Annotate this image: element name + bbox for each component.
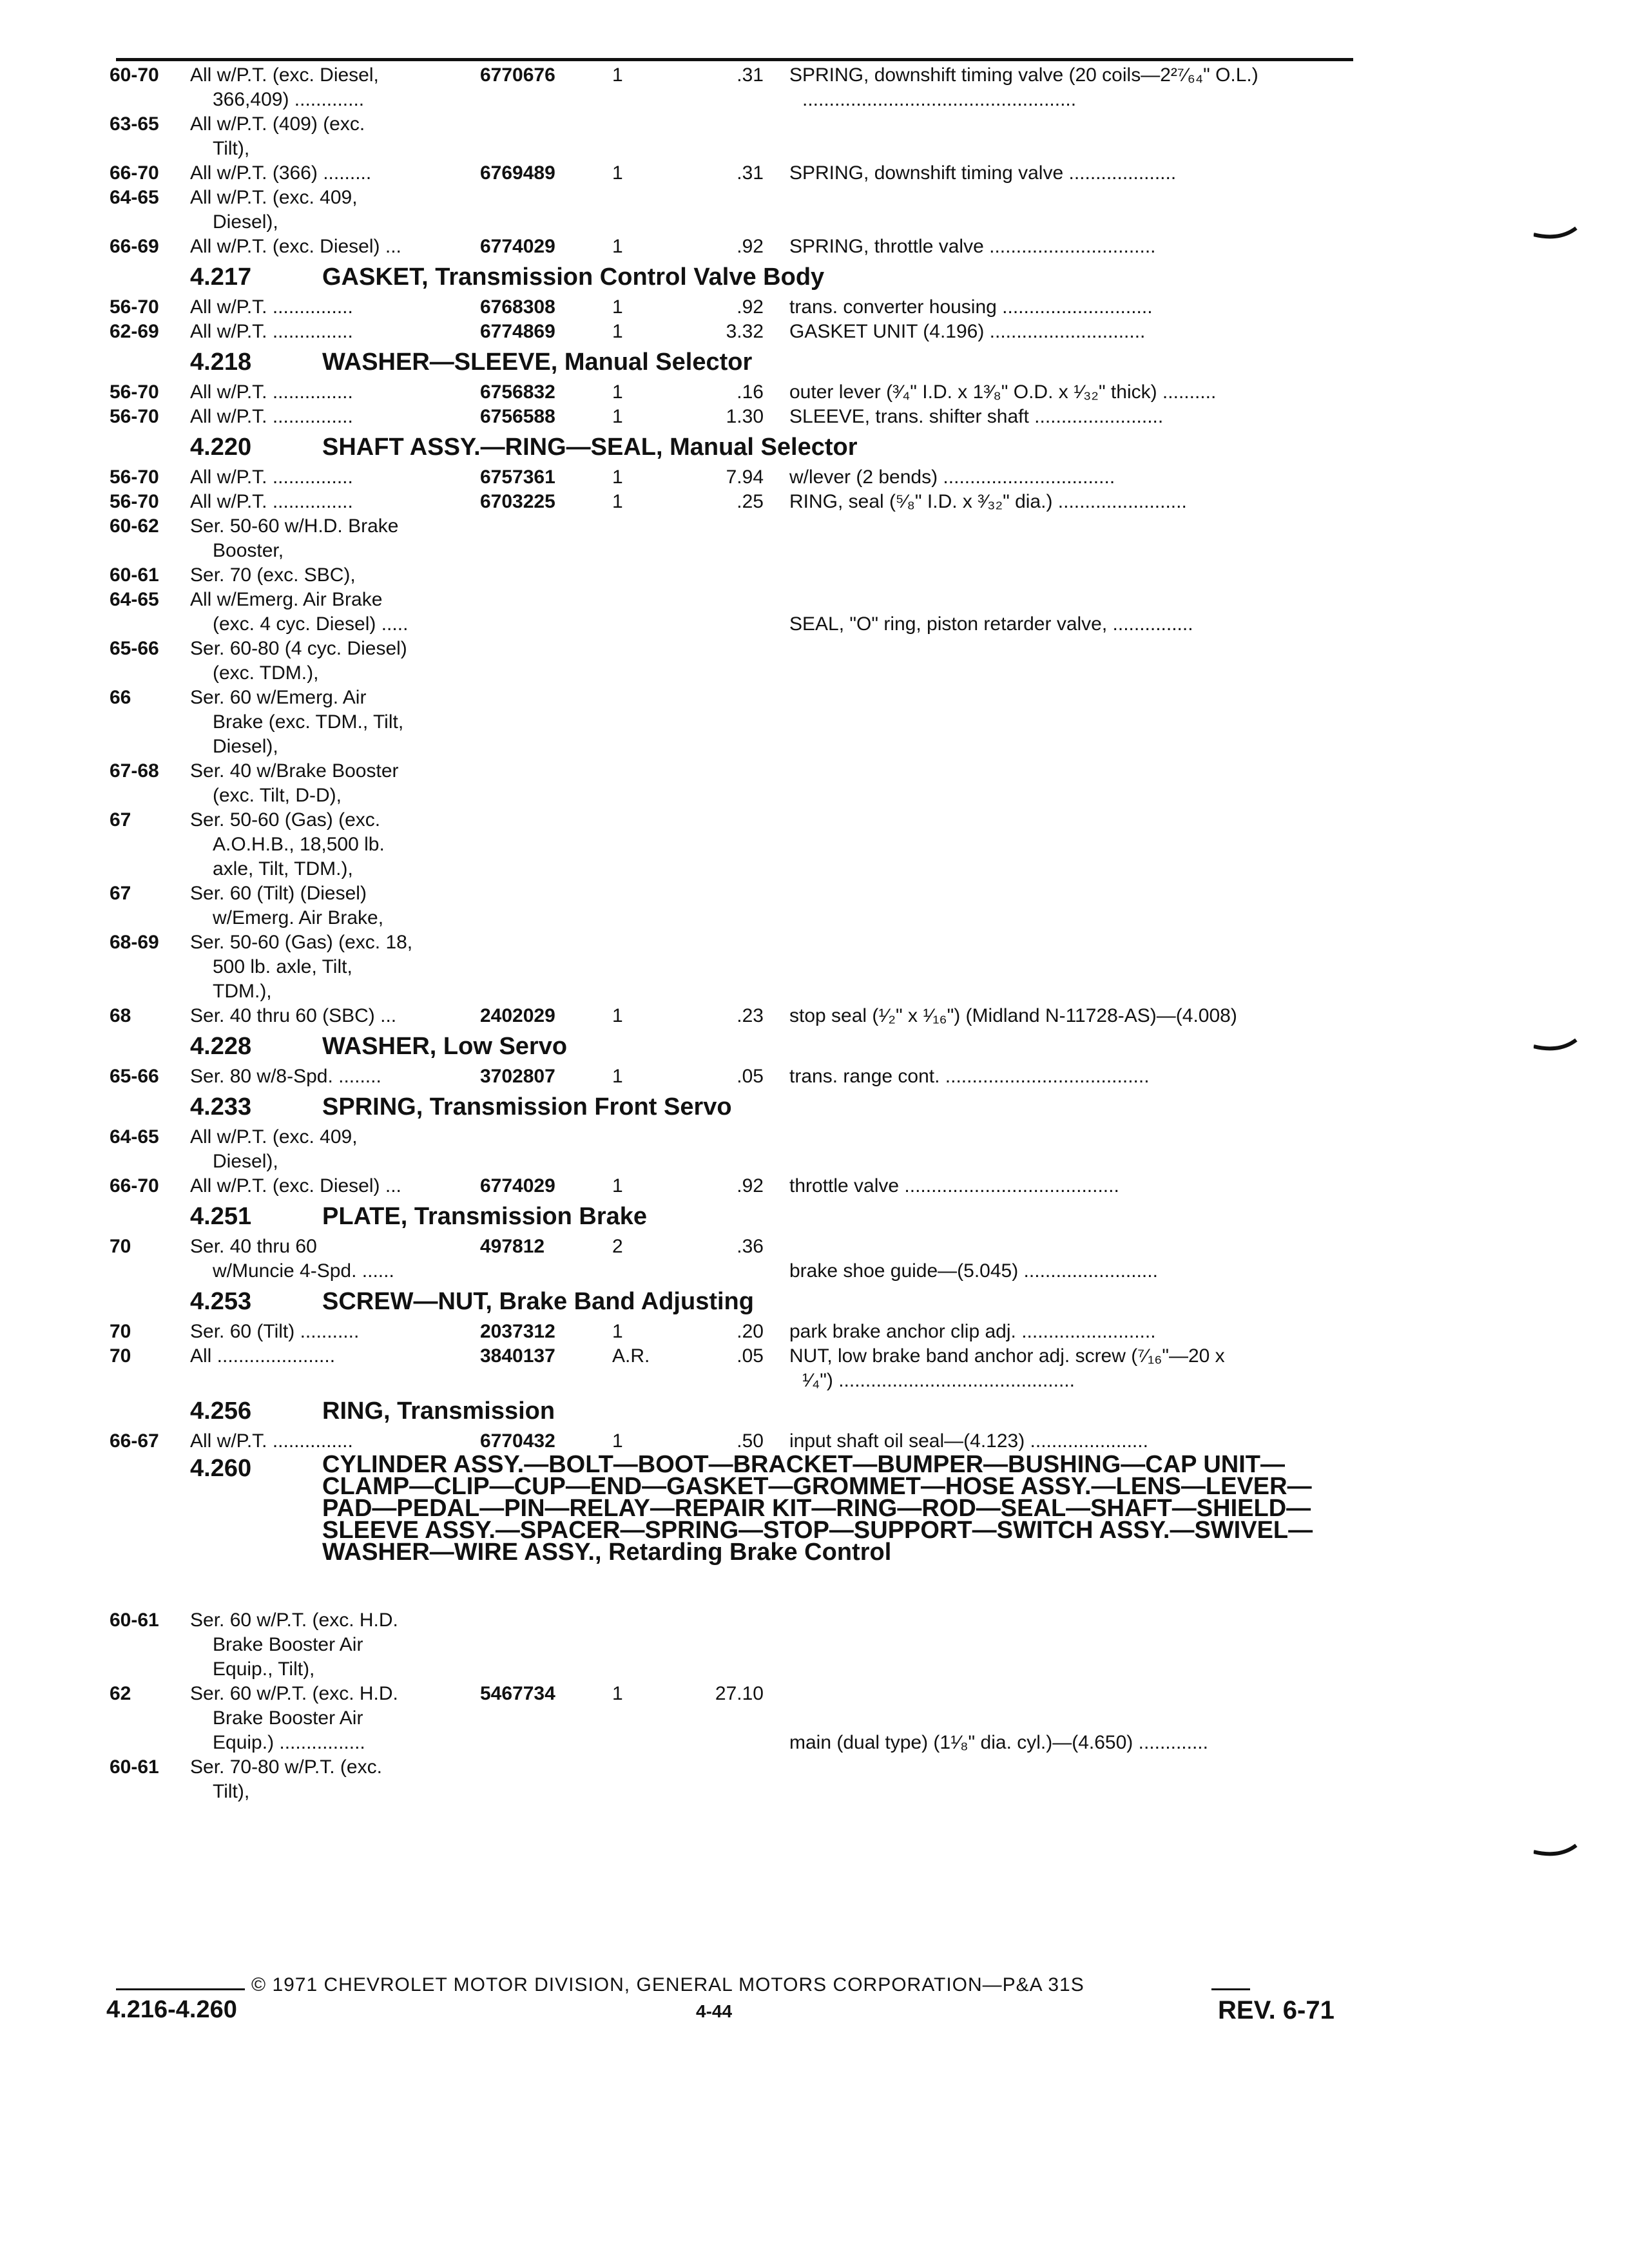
model-years: 65-66 bbox=[110, 1066, 159, 1087]
section-title: PLATE, Transmission Brake bbox=[322, 1203, 648, 1230]
catalog-row bbox=[103, 661, 1360, 686]
catalog-row bbox=[103, 588, 1360, 612]
model-years: 66 bbox=[110, 687, 131, 708]
description: park brake anchor clip adj. ......................... bbox=[789, 1321, 1156, 1342]
application: Ser. 40 thru 60 (SBC) ... bbox=[190, 1005, 397, 1026]
description: ................................................... bbox=[802, 89, 1077, 110]
application: Ser. 50-60 w/H.D. Brake bbox=[190, 515, 399, 537]
part-number: 2402029 bbox=[480, 1005, 555, 1026]
catalog-row bbox=[103, 1755, 1360, 1780]
description: SPRING, downshift timing valve (20 coils—2²⁷⁄₆₄" O.L.) bbox=[789, 64, 1258, 86]
catalog-row bbox=[103, 235, 1360, 259]
catalog-row bbox=[103, 210, 1360, 235]
page-number: 4-44 bbox=[696, 2001, 733, 2021]
application: Brake Booster Air bbox=[213, 1707, 363, 1729]
catalog-row bbox=[103, 161, 1360, 186]
quantity: 1 bbox=[612, 406, 623, 427]
section-heading bbox=[103, 1451, 1360, 1608]
catalog-row bbox=[103, 137, 1360, 161]
description: outer lever (³⁄₄" I.D. x 1³⁄₈" O.D. x ¹⁄₃₂" thick) .......... bbox=[789, 381, 1217, 403]
catalog-row bbox=[103, 881, 1360, 906]
quantity: 1 bbox=[612, 296, 623, 318]
part-number: 6774869 bbox=[480, 321, 555, 342]
part-number: 3840137 bbox=[480, 1345, 555, 1367]
application: Ser. 40 w/Brake Booster bbox=[190, 760, 399, 782]
application: All w/P.T. (exc. Diesel) ... bbox=[190, 236, 401, 257]
quantity: 1 bbox=[612, 381, 623, 403]
application: All w/P.T. (exc. 409, bbox=[190, 187, 358, 208]
section-heading bbox=[103, 259, 1360, 295]
model-years: 56-70 bbox=[110, 296, 159, 318]
revision-date: REV. 6-71 bbox=[1218, 1996, 1335, 2024]
description: trans. converter housing ............................ bbox=[789, 296, 1153, 318]
catalog-row bbox=[103, 1706, 1360, 1731]
application: All w/P.T. ............... bbox=[190, 296, 353, 318]
price: .92 bbox=[737, 1175, 764, 1196]
application: All w/P.T. ............... bbox=[190, 381, 353, 403]
binder-mark bbox=[1534, 1037, 1579, 1057]
quantity: 1 bbox=[612, 1683, 623, 1704]
catalog-row bbox=[103, 1429, 1360, 1454]
catalog-row bbox=[103, 906, 1360, 930]
part-number: 6768308 bbox=[480, 296, 555, 318]
application: w/Emerg. Air Brake, bbox=[213, 907, 384, 928]
price: .20 bbox=[737, 1321, 764, 1342]
application: Ser. 60 (Tilt) ........... bbox=[190, 1321, 360, 1342]
price: .31 bbox=[737, 162, 764, 184]
catalog-row bbox=[103, 320, 1360, 344]
model-years: 67 bbox=[110, 883, 131, 904]
model-years: 66-69 bbox=[110, 236, 159, 257]
catalog-row bbox=[103, 1633, 1360, 1657]
section-heading bbox=[103, 1089, 1360, 1125]
section-number: 4.233 bbox=[190, 1093, 252, 1120]
price: .36 bbox=[737, 1236, 764, 1257]
part-number: 6774029 bbox=[480, 1175, 555, 1196]
model-years: 66-67 bbox=[110, 1430, 159, 1452]
section-number: 4.256 bbox=[190, 1398, 252, 1425]
part-number: 6774029 bbox=[480, 236, 555, 257]
quantity: A.R. bbox=[612, 1345, 650, 1367]
price: 1.30 bbox=[726, 406, 764, 427]
catalog-row bbox=[103, 832, 1360, 857]
binder-mark bbox=[1534, 226, 1579, 245]
catalog-row bbox=[103, 1064, 1360, 1089]
catalog-row bbox=[103, 465, 1360, 490]
catalog-row bbox=[103, 710, 1360, 735]
quantity: 1 bbox=[612, 236, 623, 257]
model-years: 68-69 bbox=[110, 932, 159, 953]
price: 7.94 bbox=[726, 466, 764, 488]
application: Equip.) ................ bbox=[213, 1732, 365, 1753]
catalog-row bbox=[103, 112, 1360, 137]
binder-mark bbox=[1534, 1843, 1579, 1862]
application: Brake Booster Air bbox=[213, 1634, 363, 1655]
description: input shaft oil seal—(4.123) ...................... bbox=[789, 1430, 1148, 1452]
section-heading bbox=[103, 429, 1360, 465]
catalog-row bbox=[103, 1657, 1360, 1682]
section-title: SPRING, Transmission Front Servo bbox=[322, 1093, 732, 1120]
quantity: 1 bbox=[612, 1430, 623, 1452]
section-title: SCREW—NUT, Brake Band Adjusting bbox=[322, 1288, 754, 1315]
catalog-row bbox=[103, 955, 1360, 979]
quantity: 1 bbox=[612, 491, 623, 512]
section-number: 4.251 bbox=[190, 1203, 252, 1230]
application: Ser. 50-60 (Gas) (exc. bbox=[190, 809, 381, 831]
application: All w/P.T. (409) (exc. bbox=[190, 113, 365, 135]
quantity: 1 bbox=[612, 466, 623, 488]
description: SPRING, downshift timing valve .................... bbox=[789, 162, 1177, 184]
application: All w/P.T. ............... bbox=[190, 491, 353, 512]
application: Ser. 70-80 w/P.T. (exc. bbox=[190, 1756, 382, 1778]
section-title: WASHER, Low Servo bbox=[322, 1033, 568, 1060]
section-heading bbox=[103, 1028, 1360, 1064]
section-number: 4.260 bbox=[190, 1455, 252, 1482]
application: All ...................... bbox=[190, 1345, 336, 1367]
catalog-row bbox=[103, 808, 1360, 832]
description: stop seal (¹⁄₂" x ¹⁄₁₆") (Midland N-11728-AS)—(4.008) bbox=[789, 1005, 1237, 1026]
part-number: 6770432 bbox=[480, 1430, 555, 1452]
application: Brake (exc. TDM., Tilt, bbox=[213, 711, 404, 733]
part-number: 2037312 bbox=[480, 1321, 555, 1342]
application: TDM.), bbox=[213, 981, 272, 1002]
description: trans. range cont. ...................................... bbox=[789, 1066, 1150, 1087]
description: ¹⁄₄") ............................................ bbox=[802, 1370, 1075, 1391]
catalog-row bbox=[103, 1344, 1360, 1369]
footer-rule-right bbox=[1211, 1988, 1250, 1990]
catalog-row bbox=[103, 1259, 1360, 1283]
model-years: 62 bbox=[110, 1683, 131, 1704]
description: SPRING, throttle valve ............................... bbox=[789, 236, 1156, 257]
application: Ser. 60 w/P.T. (exc. H.D. bbox=[190, 1610, 398, 1631]
catalog-row bbox=[103, 686, 1360, 710]
price: .31 bbox=[737, 64, 764, 86]
catalog-row bbox=[103, 563, 1360, 588]
parts-catalog bbox=[103, 63, 1360, 1804]
part-number: 5467734 bbox=[480, 1683, 555, 1704]
quantity: 2 bbox=[612, 1236, 623, 1257]
model-years: 63-65 bbox=[110, 113, 159, 135]
section-heading bbox=[103, 1198, 1360, 1235]
model-years: 56-70 bbox=[110, 491, 159, 512]
catalog-row bbox=[103, 1004, 1360, 1028]
application: All w/P.T. (366) ......... bbox=[190, 162, 372, 184]
price: .05 bbox=[737, 1066, 764, 1087]
price: 3.32 bbox=[726, 321, 764, 342]
application: Ser. 60 w/Emerg. Air bbox=[190, 687, 367, 708]
part-number: 6756588 bbox=[480, 406, 555, 427]
application: Ser. 60 (Tilt) (Diesel) bbox=[190, 883, 367, 904]
section-title: CYLINDER ASSY.—BOLT—BOOT—BRACKET—BUMPER—BUSHING—CAP UNIT—CLAMP—CLIP—CUP—END—GASKET—GROMMET—HOSE ASSY.—LENS—LEVER—PAD—PEDAL—PIN—RELAY—REPAIR KIT—RING—ROD—SEAL—SHAFT—SHIELD—SLEEVE ASSY.—SPACER—SPRING—STOP—SUPPORT—SWITCH ASSY.—SWIVEL—WASHER—WIRE ASSY., Retarding Brake Control bbox=[322, 1451, 1313, 1566]
catalog-row bbox=[103, 1780, 1360, 1804]
application: Diesel), bbox=[213, 1151, 278, 1172]
catalog-row bbox=[103, 783, 1360, 808]
model-years: 70 bbox=[110, 1321, 131, 1342]
model-years: 67 bbox=[110, 809, 131, 831]
model-years: 70 bbox=[110, 1236, 131, 1257]
description: RING, seal (⁵⁄₈" I.D. x ³⁄₃₂" dia.) ........................ bbox=[789, 491, 1187, 512]
application: Tilt), bbox=[213, 138, 250, 159]
part-number: 6769489 bbox=[480, 162, 555, 184]
catalog-row bbox=[103, 63, 1360, 88]
application: (exc. TDM.), bbox=[213, 662, 319, 684]
catalog-row bbox=[103, 857, 1360, 881]
section-title: WASHER—SLEEVE, Manual Selector bbox=[322, 349, 753, 376]
catalog-row bbox=[103, 1731, 1360, 1755]
section-number: 4.220 bbox=[190, 434, 252, 461]
catalog-row bbox=[103, 405, 1360, 429]
description: GASKET UNIT (4.196) ............................. bbox=[789, 321, 1146, 342]
application: All w/P.T. (exc. Diesel) ... bbox=[190, 1175, 401, 1196]
application: All w/P.T. ............... bbox=[190, 1430, 353, 1452]
model-years: 56-70 bbox=[110, 466, 159, 488]
quantity: 1 bbox=[612, 1005, 623, 1026]
application: Tilt), bbox=[213, 1781, 250, 1802]
section-heading bbox=[103, 1393, 1360, 1429]
catalog-row bbox=[103, 1174, 1360, 1198]
model-years: 66-70 bbox=[110, 162, 159, 184]
catalog-row bbox=[103, 1149, 1360, 1174]
application: All w/P.T. (exc. 409, bbox=[190, 1126, 358, 1148]
model-years: 60-70 bbox=[110, 64, 159, 86]
model-years: 65-66 bbox=[110, 638, 159, 659]
catalog-row bbox=[103, 1235, 1360, 1259]
top-rule bbox=[116, 58, 1353, 61]
model-years: 64-65 bbox=[110, 1126, 159, 1148]
section-title: RING, Transmission bbox=[322, 1398, 555, 1425]
catalog-row bbox=[103, 612, 1360, 637]
description: w/lever (2 bends) ................................ bbox=[789, 466, 1115, 488]
model-years: 66-70 bbox=[110, 1175, 159, 1196]
part-number: 6703225 bbox=[480, 491, 555, 512]
model-years: 67-68 bbox=[110, 760, 159, 782]
model-years: 60-62 bbox=[110, 515, 159, 537]
application: Ser. 80 w/8-Spd. ........ bbox=[190, 1066, 381, 1087]
description: NUT, low brake band anchor adj. screw (⁷⁄₁₆"—20 x bbox=[789, 1345, 1225, 1367]
section-heading bbox=[103, 1283, 1360, 1320]
application: 366,409) ............. bbox=[213, 89, 365, 110]
model-years: 68 bbox=[110, 1005, 131, 1026]
application: Ser. 50-60 (Gas) (exc. 18, bbox=[190, 932, 413, 953]
model-years: 56-70 bbox=[110, 406, 159, 427]
application: Ser. 60-80 (4 cyc. Diesel) bbox=[190, 638, 407, 659]
part-number: 6756832 bbox=[480, 381, 555, 403]
application: All w/P.T. ............... bbox=[190, 406, 353, 427]
quantity: 1 bbox=[612, 64, 623, 86]
application: All w/Emerg. Air Brake bbox=[190, 589, 383, 610]
model-years: 60-61 bbox=[110, 1756, 159, 1778]
catalog-row bbox=[103, 490, 1360, 514]
description: SEAL, "O" ring, piston retarder valve, ............... bbox=[789, 613, 1193, 635]
price: .23 bbox=[737, 1005, 764, 1026]
catalog-row bbox=[103, 539, 1360, 563]
catalog-row bbox=[103, 88, 1360, 112]
section-title: GASKET, Transmission Control Valve Body bbox=[322, 264, 825, 291]
description: main (dual type) (1¹⁄₈" dia. cyl.)—(4.650) ............. bbox=[789, 1732, 1208, 1753]
quantity: 1 bbox=[612, 1066, 623, 1087]
catalog-row bbox=[103, 1608, 1360, 1633]
application: Diesel), bbox=[213, 211, 278, 233]
copyright-line: © 1971 CHEVROLET MOTOR DIVISION, GENERAL MOTORS CORPORATION—P&A 31S bbox=[251, 1974, 1084, 1995]
price: .16 bbox=[737, 381, 764, 403]
catalog-row bbox=[103, 1369, 1360, 1393]
catalog-row bbox=[103, 979, 1360, 1004]
price: .50 bbox=[737, 1430, 764, 1452]
model-years: 56-70 bbox=[110, 381, 159, 403]
price: .92 bbox=[737, 236, 764, 257]
application: All w/P.T. (exc. Diesel, bbox=[190, 64, 379, 86]
catalog-row bbox=[103, 514, 1360, 539]
application: All w/P.T. ............... bbox=[190, 321, 353, 342]
application: Ser. 40 thru 60 bbox=[190, 1236, 317, 1257]
catalog-row bbox=[103, 380, 1360, 405]
application: Ser. 60 w/P.T. (exc. H.D. bbox=[190, 1683, 398, 1704]
application: A.O.H.B., 18,500 lb. bbox=[213, 834, 385, 855]
section-heading bbox=[103, 344, 1360, 380]
model-years: 62-69 bbox=[110, 321, 159, 342]
section-range: 4.216-4.260 bbox=[106, 1996, 237, 2023]
application: Diesel), bbox=[213, 736, 278, 757]
part-number: 6757361 bbox=[480, 466, 555, 488]
quantity: 1 bbox=[612, 1175, 623, 1196]
section-title: SHAFT ASSY.—RING—SEAL, Manual Selector bbox=[322, 434, 858, 461]
model-years: 64-65 bbox=[110, 589, 159, 610]
quantity: 1 bbox=[612, 162, 623, 184]
catalog-row bbox=[103, 1320, 1360, 1344]
application: 500 lb. axle, Tilt, bbox=[213, 956, 352, 977]
price: .05 bbox=[737, 1345, 764, 1367]
part-number: 497812 bbox=[480, 1236, 545, 1257]
application: axle, Tilt, TDM.), bbox=[213, 858, 353, 879]
catalog-row bbox=[103, 295, 1360, 320]
part-number: 3702807 bbox=[480, 1066, 555, 1087]
catalog-row bbox=[103, 1125, 1360, 1149]
catalog-row bbox=[103, 186, 1360, 210]
section-number: 4.253 bbox=[190, 1288, 252, 1315]
catalog-row bbox=[103, 930, 1360, 955]
application: w/Muncie 4-Spd. ...... bbox=[213, 1260, 394, 1282]
model-years: 60-61 bbox=[110, 1610, 159, 1631]
application: (exc. 4 cyc. Diesel) ..... bbox=[213, 613, 409, 635]
catalog-row bbox=[103, 759, 1360, 783]
model-years: 64-65 bbox=[110, 187, 159, 208]
description: SLEEVE, trans. shifter shaft ........................ bbox=[789, 406, 1164, 427]
quantity: 1 bbox=[612, 321, 623, 342]
application: Booster, bbox=[213, 540, 284, 561]
section-number: 4.217 bbox=[190, 264, 252, 291]
catalog-row bbox=[103, 1682, 1360, 1706]
description: brake shoe guide—(5.045) ......................... bbox=[789, 1260, 1158, 1282]
catalog-row bbox=[103, 637, 1360, 661]
model-years: 70 bbox=[110, 1345, 131, 1367]
section-number: 4.228 bbox=[190, 1033, 252, 1060]
catalog-row bbox=[103, 735, 1360, 759]
application: Ser. 70 (exc. SBC), bbox=[190, 564, 356, 586]
footer-rule-left bbox=[116, 1988, 245, 1990]
description: throttle valve ........................................ bbox=[789, 1175, 1119, 1196]
price: 27.10 bbox=[715, 1683, 764, 1704]
quantity: 1 bbox=[612, 1321, 623, 1342]
application: All w/P.T. ............... bbox=[190, 466, 353, 488]
part-number: 6770676 bbox=[480, 64, 555, 86]
price: .25 bbox=[737, 491, 764, 512]
application: (exc. Tilt, D-D), bbox=[213, 785, 342, 806]
model-years: 60-61 bbox=[110, 564, 159, 586]
price: .92 bbox=[737, 296, 764, 318]
application: Equip., Tilt), bbox=[213, 1658, 315, 1680]
section-number: 4.218 bbox=[190, 349, 252, 376]
